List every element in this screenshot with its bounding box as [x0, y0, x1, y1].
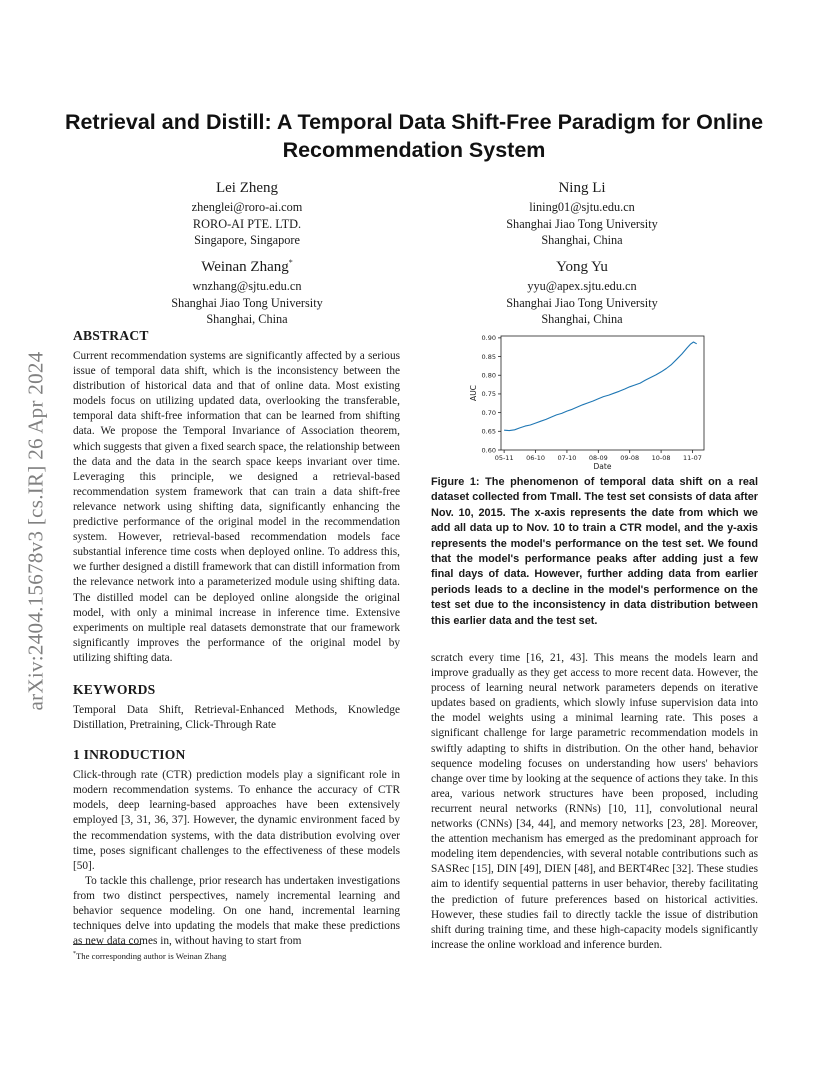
- y-axis-label: AUC: [469, 385, 478, 401]
- y-tick-label: 0.70: [481, 408, 496, 417]
- abstract-heading: ABSTRACT: [73, 328, 149, 343]
- x-tick-label: 09-08: [620, 454, 640, 462]
- arxiv-identifier: [22, 296, 50, 766]
- author-affiliation: RORO-AI PTE. LTD.: [192, 216, 302, 231]
- footnote: *The corresponding author is Weinan Zhang: [73, 950, 227, 961]
- y-tick-label: 0.60: [481, 446, 496, 455]
- arxiv-identifier-text: arXiv:2404.15678v3 [cs.IR] 26 Apr 2024: [23, 351, 48, 711]
- abstract-text: Current recommendation systems are significantly affected by a serious issue of temporal data shift, which is the inconsistency between the distribution of historical data and that of online data. Most existing models focus on utilizing updated data, overlooking the transferable, temporal data shift-free information that can be learned from shifting data. We propose the Temporal Invariance of Association theorem, which suggests that given a fixed search space, the relationship between the data and the data in the search space keeps invariant over time. Leveraging this principle, we designed a retrieval-based recommendation system framework that can train a data shift-free relevance network using shifting data, significantly enhancing the predictive performance of the original model in the recommendation system. However, retrieval-based recommendation models face substantial inference time costs when deployed online. To address this, we further designed a distill framework that can distill information from the relevance network into a parameterized module using shifting data. The distilled model can be deployed online alongside the original model, with only a minimal increase in inference time. Extensive experiments on multiple real datasets demonstrate that our framework significantly improves the performance of the original model by utilizing shifting data.: [73, 350, 400, 664]
- introduction-heading: 1 INRODUCTION: [73, 747, 186, 763]
- x-tick-label: 11-07: [683, 454, 702, 462]
- author-email: lining01@sjtu.edu.cn: [529, 200, 635, 214]
- intro-paragraph-1: Click-through rate (CTR) prediction models play a significant role in modern recommendation systems. To enhance the accuracy of CTR models, deep learning-based approaches have been extensively employed [3, 31, 36, 37]. However, the dynamic environment faced by the recommendation systems, with the data distribution evolving over time, poses significant challenges to the effectiveness of these models [50].: [73, 769, 400, 872]
- y-tick-label: 0.90: [481, 334, 496, 343]
- left-column: [73, 328, 400, 949]
- author-block-2: [452, 174, 712, 249]
- x-tick-label: 06-10: [526, 454, 545, 462]
- author-location: Shanghai, China: [206, 312, 288, 326]
- author-email: wnzhang@sjtu.edu.cn: [192, 279, 302, 293]
- keywords-heading: KEYWORDS: [73, 681, 156, 697]
- figure-caption: Figure 1: The phenomenon of temporal data shift on a real dataset collected from Tmall. The test set consists of data after Nov. 10, 2015. The x-axis represents the date from which we add all data up to Nov. 10 to train a CTR model, and the y-axis represents the model's performance on the test set. We found that the model's performance peaks after adding just a few final days of data. However, further adding data from earlier periods leads to a decline in the model's performence on the test set due to the inconsistency in data distribution between this earlier data and the test set.: [431, 476, 758, 627]
- author-name: Yong Yu: [556, 259, 608, 275]
- author-name: Lei Zheng: [215, 180, 279, 196]
- y-tick-label: 0.85: [481, 352, 496, 361]
- x-tick-label: 05-11: [494, 454, 514, 462]
- author-affiliation: Shanghai Jiao Tong University: [506, 295, 658, 310]
- auc-line-chart: [468, 330, 718, 472]
- auc-series-line: [504, 342, 697, 431]
- x-tick-label: 07-10: [557, 454, 577, 462]
- author-name: Weinan Zhang*: [201, 258, 293, 275]
- author-name: Ning Li: [558, 180, 606, 196]
- x-axis-label: Date: [593, 462, 612, 471]
- author-email: zhenglei@roro-ai.com: [191, 200, 303, 214]
- y-tick-label: 0.65: [481, 427, 496, 436]
- y-tick-label: 0.80: [481, 371, 496, 380]
- author-block-3: [117, 253, 377, 328]
- intro-paragraph-2: To tackle this challenge, prior research has undertaken investigations from two distinct perspectives, namely incremental learning and behavior sequence modeling. On one hand, incremental learning techniques delve into updating the models that make these predictions as new data comes in, without having to start from: [73, 874, 400, 948]
- intro-continued-text: scratch every time [16, 21, 43]. This means the models learn and improve gradually as they get access to more recent data. However, the process of learning neural network parameters depends on iterative updates based on gradients, which slowly infuse supervision data into the model weights using a minimal learning rate. This poses a significant challenge for large parametric recommendation models in swiftly adapting to shifts in distribution. On the other hand, behavior sequence modeling focuses on understanding how users' behaviors change over time by looking at the sequence of actions they take. In this area, various network structures have been proposed, including recurrent neural networks (RNNs) [10, 11], convolutional neural networks (CNNs) [34, 44], and memory networks [23, 28]. Moreover, the attention mechanism has emerged as the predominant approach for modeling item dependencies, with several notable contributions such as SASRec [15], DIN [49], DIEN [48], and BERT4Rec [32]. These studies aim to identify sequential patterns in user behavior, thereby facilitating the prediction of future preferences based on historical activities. However, these studies fail to directly tackle the issue of distribution shift during training time, and these high-capacity models significantly increase the online workload and inference burden.: [431, 652, 758, 951]
- author-affiliation: Shanghai Jiao Tong University: [506, 216, 658, 231]
- author-location: Singapore, Singapore: [194, 233, 300, 247]
- right-column: [431, 651, 758, 953]
- author-email: yyu@apex.sjtu.edu.cn: [527, 279, 637, 293]
- x-tick-label: 08-09: [588, 454, 608, 462]
- footnote-divider: [73, 944, 141, 945]
- author-location: Shanghai, China: [541, 233, 623, 247]
- author-block-4: [452, 253, 712, 328]
- author-block-1: [117, 174, 377, 249]
- plot-frame: [501, 336, 704, 450]
- keywords-text: Temporal Data Shift, Retrieval-Enhanced Methods, Knowledge Distillation, Pretraining, Click-Through Rate: [73, 703, 400, 732]
- x-tick-label: 10-08: [651, 454, 671, 462]
- y-tick-label: 0.75: [481, 390, 496, 399]
- author-affiliation: Shanghai Jiao Tong University: [171, 295, 323, 310]
- figure-1: [468, 330, 718, 472]
- paper-title: Retrieval and Distill: A Temporal Data Shift-Free Paradigm for Online Recommendation System: [64, 110, 764, 162]
- author-location: Shanghai, China: [541, 312, 623, 326]
